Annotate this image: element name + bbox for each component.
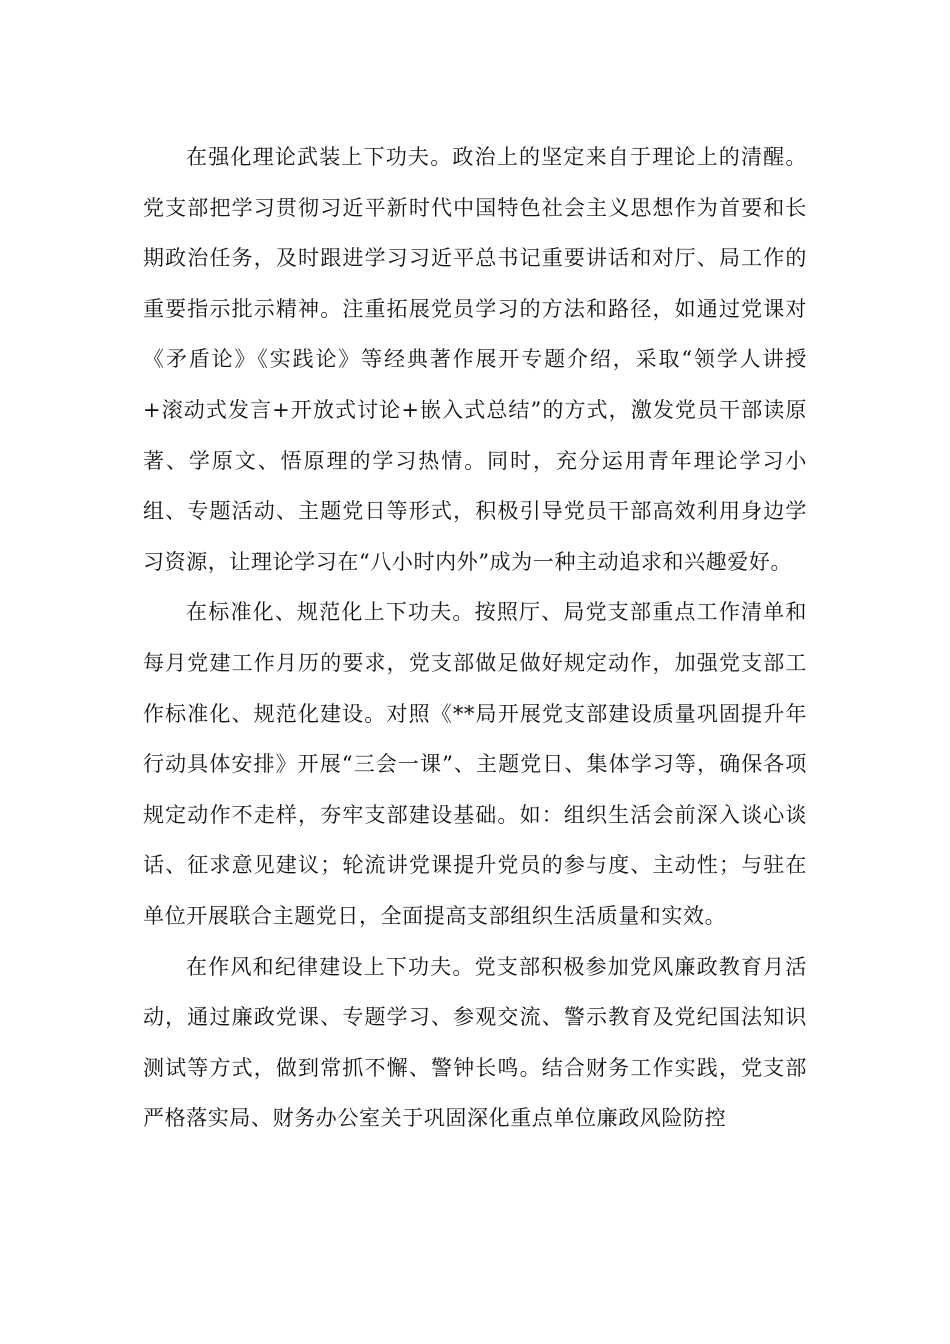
document-body: [143, 132, 807, 1144]
paragraph-theory-study: 在强化理论武装上下功夫。政治上的坚定来自于理论上的清醒。党支部把学习贯彻习近平新时代中国特色社会主义思想作为首要和长期政治任务，及时跟进学习习近平总书记重要讲话和对厅、局工作的重要指示批示精神。注重拓展党员学习的方法和路径，如通过党课对《矛盾论》《实践论》等经典著作展开专题介绍，采取“领学人讲授+滚动式发言+开放式讨论+嵌入式总结”的方式，激发党员干部读原著、学原文、悟原理的学习热情。同时，充分运用青年理论学习小组、专题活动、主题党日等形式，积极引导党员干部高效利用身边学习资源，让理论学习在“八小时内外”成为一种主动追求和兴趣爱好。: [143, 145, 807, 574]
paragraph-standardization: 在标准化、规范化上下功夫。按照厅、局党支部重点工作清单和每月党建工作月历的要求，党支部做足做好规定动作，加强党支部工作标准化、规范化建设。对照《**局开展党支部建设质量巩固提升年行动具体安排》开展“三会一课”、主题党日、集体学习等，确保各项规定动作不走样，夯牢支部建设基础。如：组织生活会前深入谈心谈话、征求意见建议；轮流讲党课提升党员的参与度、主动性；与驻在单位开展联合主题党日，全面提高支部组织生活质量和实效。: [143, 600, 807, 928]
paragraph-conduct-discipline: 在作风和纪律建设上下功夫。党支部积极参加党风廉政教育月活动，通过廉政党课、专题学习、参观交流、警示教育及党纪国法知识测试等方式，做到常抓不懈、警钟长鸣。结合财务工作实践，党支部严格落实局、财务办公室关于巩固深化重点单位廉政风险防控: [143, 954, 807, 1131]
